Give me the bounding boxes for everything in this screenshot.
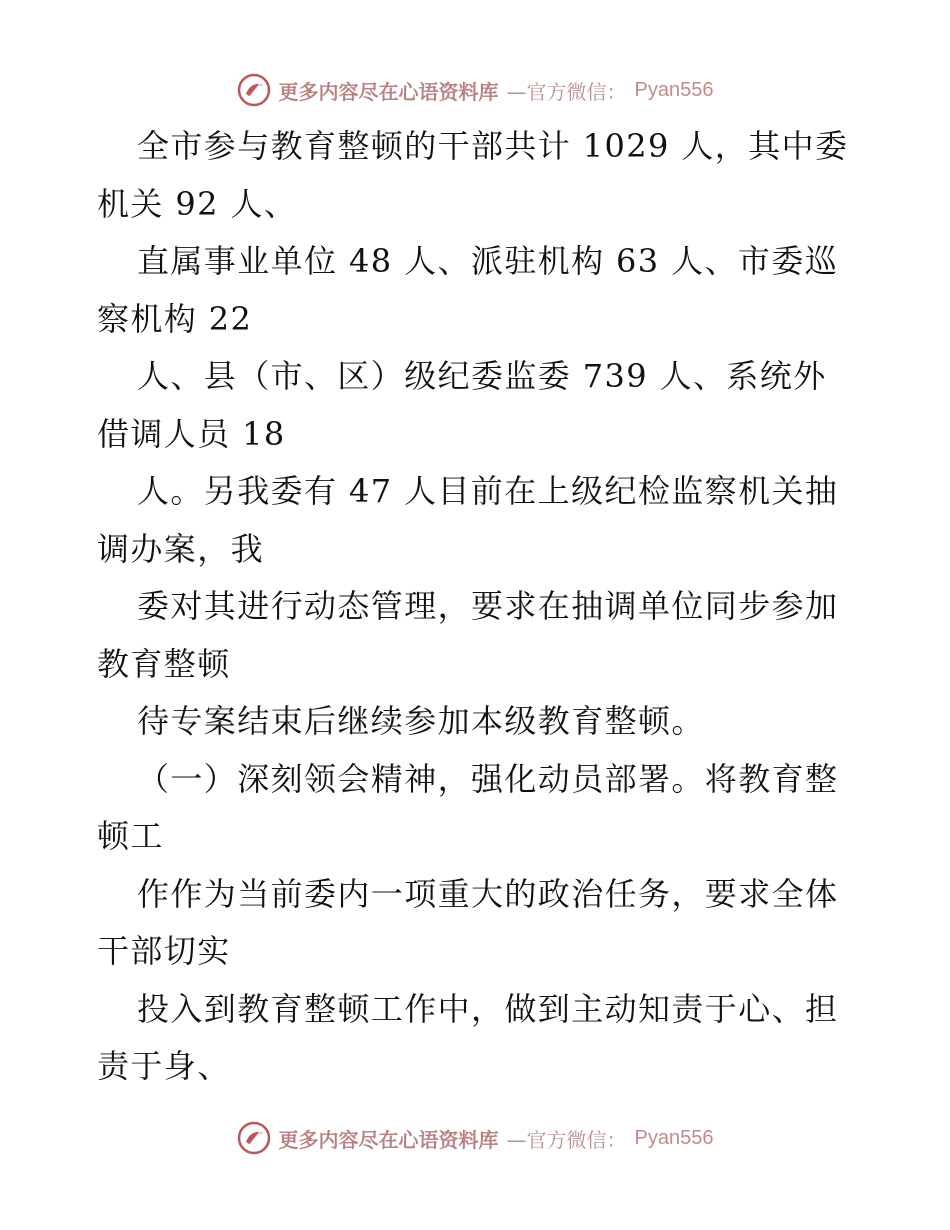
- paragraph-1: 全市参与教育整顿的干部共计 1029 人，其中委机关 92 人、: [97, 127, 849, 223]
- watermark-id-text: Pyan556: [634, 78, 714, 101]
- paragraph-6: 待专案结束后继续参加本级教育整顿。: [137, 702, 705, 740]
- seal-logo-icon: [237, 1121, 271, 1155]
- watermark-id-text: Pyan556: [634, 1126, 714, 1149]
- footer-watermark: [0, 1118, 950, 1158]
- watermark-main-text: 更多内容尽在心语资料库: [278, 79, 499, 104]
- seal-logo-icon: [237, 73, 271, 107]
- paragraph-8: 作作为当前委内一项重大的政治任务，要求全体干部切实: [97, 874, 839, 970]
- watermark-main-text: 更多内容尽在心语资料库: [278, 1127, 499, 1152]
- document-body: [97, 118, 854, 1096]
- paragraph-5: 委对其进行动态管理，要求在抽调单位同步参加教育整顿: [97, 587, 839, 683]
- header-watermark: [0, 70, 950, 110]
- paragraph-3: 人、县（市、区）级纪委监委 739 人、系统外借调人员 18: [97, 357, 827, 453]
- paragraph-7: （一）深刻领会精神，强化动员部署。将教育整顿工: [97, 759, 839, 855]
- paragraph-9: 投入到教育整顿工作中，做到主动知责于心、担责于身、: [97, 989, 839, 1085]
- paragraph-4: 人。另我委有 47 人目前在上级纪检监察机关抽调办案，我: [97, 472, 839, 568]
- paragraph-2: 直属事业单位 48 人、派驻机构 63 人、市委巡察机构 22: [97, 242, 839, 338]
- watermark-sub-text: —官方微信：: [506, 1127, 627, 1152]
- watermark-sub-text: —官方微信：: [506, 79, 627, 104]
